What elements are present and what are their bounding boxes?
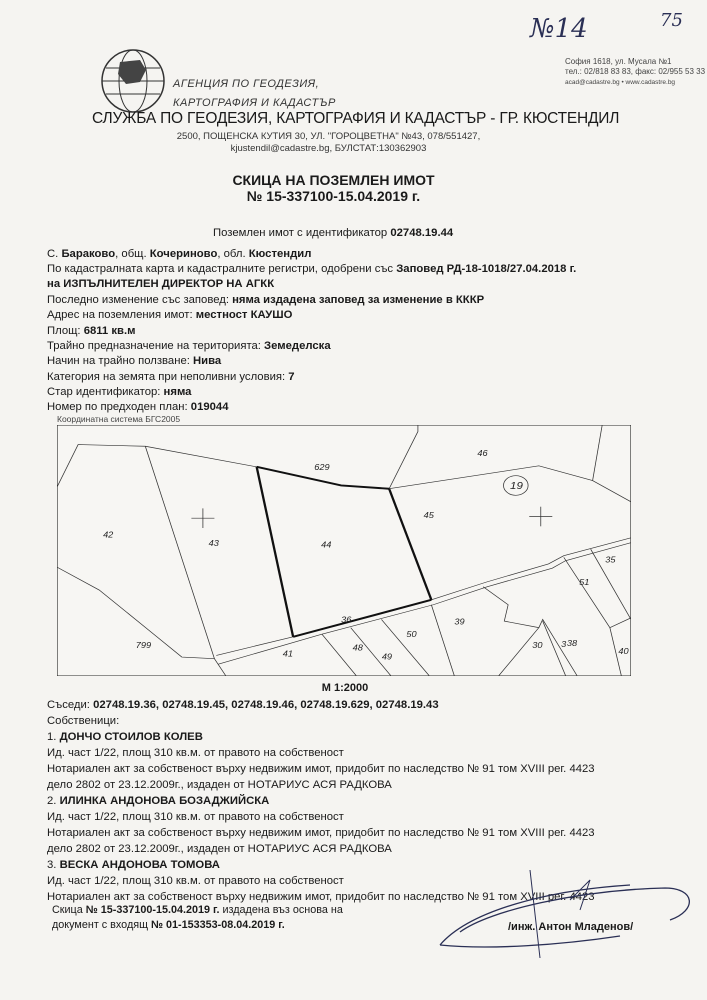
parcel-label: 38	[566, 638, 578, 648]
owner-share: Ид. част 1/22, площ 310 кв.м. от правото на собственост	[47, 811, 344, 823]
sheet-number: 19	[510, 480, 523, 492]
service-name: СЛУЖБА ПО ГЕОДЕЗИЯ, КАРТОГРАФИЯ И КАДАСТЪР - ГР. КЮСТЕНДИЛ	[92, 110, 620, 127]
parcel-label: 40	[618, 646, 629, 656]
property-field: Начин на трайно ползване: Нива	[47, 355, 222, 368]
agency-logo-globe-icon	[100, 48, 166, 114]
owner-name: 2. ИЛИНКА АНДОНОВА БОЗАДЖИЙСКА	[47, 795, 270, 807]
property-field: Последно изменение със заповед: няма издадена заповед за изменение в КККР	[47, 294, 485, 306]
parcel-label: 30	[532, 640, 543, 650]
coordinate-system-label: Координатна система БГС2005	[57, 414, 181, 424]
parcel-label: 43	[208, 538, 219, 548]
handwritten-page-number: 75	[660, 10, 683, 31]
signer-name: /инж. Антон Младенов/	[508, 921, 634, 933]
owner-deed: Нотариален акт за собственост върху недвижим имот, придобит по наследство № 91 том XVIII рег. 4423	[47, 763, 595, 775]
parcel-label: 49	[381, 652, 393, 662]
owner-share: Ид. част 1/22, площ 310 кв.м. от правото на собственост	[47, 747, 344, 759]
cadastral-map	[57, 425, 631, 676]
service-contacts: kjustendil@cadastre.bg, БУЛСТАТ:130362903	[230, 143, 427, 154]
parcel-label: 51	[579, 577, 590, 587]
property-field: Адрес на поземления имот: местност КАУШО	[47, 309, 293, 322]
owner-deed: Нотариален акт за собственост върху недвижим имот, придобит по наследство № 91 том XVIII рег. 4423	[47, 827, 595, 839]
parcel-label: 48	[352, 643, 363, 653]
owner-case: дело 2802 от 23.12.2009г., издаден от НОТАРИУС АСЯ РАДКОВА	[47, 779, 392, 791]
owner-share: Ид. част 1/22, площ 310 кв.м. от правото на собственост	[47, 875, 344, 887]
parcel-label: 799	[135, 640, 152, 650]
contact-web: acad@cadastre.bg • www.cadastre.bg	[565, 79, 676, 86]
contact-address: София 1618, ул. Мусала №1	[565, 57, 672, 66]
property-field: Трайно предназначение на територията: Земеделска	[47, 339, 331, 352]
parcel-label: 45	[423, 510, 434, 520]
owner-deed: Нотариален акт за собственост върху недвижим имот, придобит по наследство № 91 том XVIII рег. 4423	[47, 891, 595, 903]
parcel-label: 35	[605, 554, 616, 565]
owners-label: Собственици:	[47, 715, 120, 727]
property-field: Площ: 6811 кв.м	[47, 324, 136, 337]
property-identifier: Поземлен имот с идентификатор 02748.19.44	[213, 227, 454, 239]
property-field: Стар идентификатор: няма	[47, 385, 192, 398]
document-number: № 15-337100-15.04.2019 г.	[246, 188, 421, 204]
parcel-label: 44	[321, 540, 332, 550]
document-title: СКИЦА НА ПОЗЕМЛЕН ИМОТ	[232, 172, 435, 188]
parcel-label: 36	[341, 615, 352, 625]
parcel-label: 42	[103, 530, 114, 540]
owner-name: 1. ДОНЧО СТОИЛОВ КОЛЕВ	[47, 731, 203, 743]
parcel-label: 3	[561, 639, 567, 650]
parcel-label: 629	[314, 462, 330, 472]
signature-icon	[430, 870, 700, 960]
neighbours: Съседи: 02748.19.36, 02748.19.45, 02748.19.46, 02748.19.629, 02748.19.43	[47, 699, 439, 711]
owner-name: 3. ВЕСКА АНДОНОВА ТОМОВА	[47, 859, 220, 871]
handwritten-number: №14	[530, 14, 588, 44]
parcel-label: 46	[477, 448, 488, 458]
property-location: С. Бараково, общ. Кочериново, обл. Кюстендил	[47, 248, 312, 260]
property-field: Номер по предходен план: 019044	[47, 401, 229, 414]
parcel-label: 39	[454, 617, 465, 627]
map-scale: М 1:2000	[321, 682, 369, 694]
agency-name-line2: КАРТОГРАФИЯ И КАДАСТЪР	[173, 97, 336, 109]
property-field: Категория на земята при неполивни условия: 7	[47, 370, 295, 383]
owner-case: дело 2802 от 23.12.2009г., издаден от НОТАРИУС АСЯ РАДКОВА	[47, 843, 392, 855]
contact-phone: тел.: 02/818 83 83, факс: 02/955 53 33	[565, 67, 706, 76]
sketch-issued-note: Скица № 15-337100-15.04.2019 г. издадена въз основа на	[52, 904, 343, 916]
service-address: 2500, ПОЩЕНСКА КУТИЯ 30, УЛ. "ГОРОЦВЕТНА" №43, 078/551427,	[176, 131, 481, 142]
parcel-label: 41	[282, 649, 294, 659]
parcel-label: 50	[406, 629, 417, 639]
order-issuer: на ИЗПЪЛНИТЕЛЕН ДИРЕКТОР НА АГКК	[47, 278, 275, 290]
incoming-document: документ с входящ № 01-153353-08.04.2019 г.	[52, 919, 285, 931]
cadastral-order: По кадастралната карта и кадастралните регистри, одобрени със Заповед РД-18-1018/27.04.2018 г.	[47, 263, 577, 275]
agency-name-line1: АГЕНЦИЯ ПО ГЕОДЕЗИЯ,	[173, 78, 320, 90]
